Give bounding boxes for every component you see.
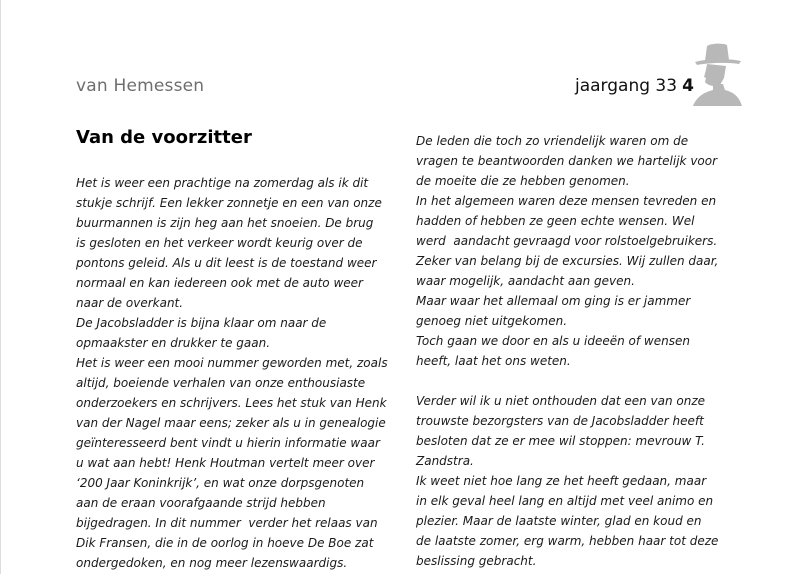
text-line: trouwste bezorgsters van de Jacobsladder heeft bbox=[416, 414, 704, 428]
text-line: de moeite die ze hebben genomen. bbox=[416, 174, 630, 188]
text-line: de laatste zomer, erg warm, hebben haar tot deze bbox=[416, 534, 719, 548]
text-line: beslissing gebracht. bbox=[416, 554, 537, 568]
text-line: waar mogelijk, aandacht aan geven. bbox=[416, 274, 635, 288]
text-line: De leden die toch zo vriendelijk waren om de bbox=[416, 134, 689, 148]
publication-name: van Hemessen bbox=[76, 76, 205, 96]
text-line: pontons geleid. Als u dit leest is de toestand weer bbox=[76, 256, 377, 270]
page-number: 4 bbox=[682, 76, 694, 96]
text-line: geïnteresseerd bent vindt u hierin informatie waar bbox=[76, 436, 380, 450]
text-line: van der Nagel maar eens; zeker als u in genealogie bbox=[76, 416, 386, 430]
right-column bbox=[416, 131, 746, 571]
text-line: Toch gaan we door en als u ideeën of wensen bbox=[416, 334, 690, 348]
text-line: ondergedoken, en nog meer lezenswaardigs. bbox=[76, 556, 348, 570]
text-line: heeft, laat het ons weten. bbox=[416, 354, 571, 368]
text-line: buurmannen is zijn heg aan het snoeien. De brug bbox=[76, 216, 374, 230]
left-column bbox=[76, 173, 386, 573]
text-line: genoeg niet uitgekomen. bbox=[416, 314, 568, 328]
text-line: Zandstra. bbox=[416, 454, 474, 468]
text-line: stukje schrijf. Een lekker zonnetje en een van onze bbox=[76, 196, 382, 210]
blank-line bbox=[416, 371, 746, 391]
text-line: opmaakster en drukker te gaan. bbox=[76, 336, 271, 350]
text-line: Het is weer een mooi nummer geworden met, zoals bbox=[76, 356, 388, 370]
text-line: vragen te beantwoorden danken we hartelijk voor bbox=[416, 154, 718, 168]
issue-label-wrapper bbox=[575, 76, 694, 96]
text-line: Zeker van belang bij de excursies. Wij zullen daar, bbox=[416, 254, 719, 268]
text-line: aan de eraan voorafgaande strijd hebben bbox=[76, 496, 326, 510]
man-with-hat-silhouette-icon bbox=[693, 40, 743, 106]
text-line: In het algemeen waren deze mensen tevreden en bbox=[416, 194, 717, 208]
text-line: werd aandacht gevraagd voor rolstoelgebruikers. bbox=[416, 234, 718, 248]
text-line: Maar waar het allemaal om ging is er jammer bbox=[416, 294, 691, 308]
text-line: u wat aan hebt! Henk Houtman vertelt meer over bbox=[76, 456, 375, 470]
text-line: besloten dat ze er mee wil stoppen: mevrouw T. bbox=[416, 434, 705, 448]
text-line: Het is weer een prachtige na zomerdag als ik dit bbox=[76, 176, 369, 190]
text-line: is gesloten en het verkeer wordt keurig over de bbox=[76, 236, 363, 250]
text-line: Verder wil ik u niet onthouden dat een van onze bbox=[416, 394, 706, 408]
article-title: Van de voorzitter bbox=[76, 127, 252, 148]
text-line: altijd, boeiende verhalen van onze enthousiaste bbox=[76, 376, 366, 390]
text-line: naar de overkant. bbox=[76, 296, 184, 310]
text-line: onderzoekers en schrijvers. Lees het stuk van Henk bbox=[76, 396, 387, 410]
text-line: bijgedragen. In dit nummer verder het relaas van bbox=[76, 516, 378, 530]
text-line: Dik Fransen, die in de oorlog in hoeve De Boe zat bbox=[76, 536, 374, 550]
text-line: Ik weet niet hoe lang ze het heeft gedaan, maar bbox=[416, 474, 707, 488]
text-line: ‘200 Jaar Koninkrijk’, en wat onze dorpsgenoten bbox=[76, 476, 365, 490]
text-line: plezier. Maar de laatste winter, glad en koud en bbox=[416, 514, 702, 528]
text-line: in elk geval heel lang en altijd met veel animo en bbox=[416, 494, 714, 508]
issue-label: jaargang 33 bbox=[575, 76, 678, 96]
text-line: normaal en kan iedereen ook met de auto weer bbox=[76, 276, 363, 290]
text-line: De Jacobsladder is bijna klaar om naar de bbox=[76, 316, 327, 330]
text-line: hadden of hebben ze geen echte wensen. Wel bbox=[416, 214, 695, 228]
